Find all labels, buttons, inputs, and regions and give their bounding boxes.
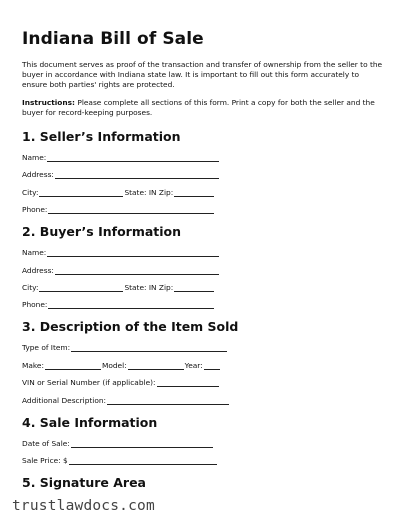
buyer-address-label: Address: — [22, 265, 54, 275]
site-watermark: trustlawdocs.com — [12, 498, 155, 514]
buyer-zip-field[interactable] — [174, 284, 214, 292]
item-type-row — [22, 343, 384, 352]
sale-date-label: Date of Sale: — [22, 438, 70, 448]
buyer-city-field[interactable] — [39, 284, 123, 292]
instructions-label: Instructions: — [22, 98, 75, 107]
buyer-section-heading: 2. Buyer’s Information — [22, 224, 182, 240]
item-make-row — [22, 361, 384, 370]
item-additional-row — [22, 396, 384, 405]
item-year-label: Year: — [184, 360, 203, 370]
item-model-label: Model: — [101, 360, 127, 370]
buyer-fields — [22, 248, 384, 309]
sale-price-label: Sale Price: $ — [22, 455, 68, 465]
seller-address-row — [22, 170, 384, 179]
instructions-paragraph — [22, 98, 384, 118]
seller-zip-field[interactable] — [174, 189, 214, 197]
bill-of-sale-document — [22, 28, 384, 491]
buyer-address-field[interactable] — [55, 267, 219, 275]
seller-name-row — [22, 153, 384, 162]
buyer-state-zip-label: State: IN Zip: — [124, 282, 174, 292]
buyer-name-row — [22, 248, 384, 257]
item-additional-label: Additional Description: — [22, 395, 107, 405]
buyer-city-label: City: — [22, 282, 39, 292]
sale-price-field[interactable] — [69, 457, 217, 465]
item-vin-label: VIN or Serial Number (if applicable): — [22, 378, 156, 388]
seller-address-field[interactable] — [55, 171, 219, 179]
sale-date-row — [22, 439, 384, 448]
buyer-name-label: Name: — [22, 248, 47, 258]
document-title: Indiana Bill of Sale — [22, 29, 204, 49]
buyer-phone-row — [22, 300, 384, 309]
sale-price-row — [22, 456, 384, 465]
item-vin-field[interactable] — [157, 379, 219, 387]
sale-date-field[interactable] — [71, 440, 213, 448]
seller-address-label: Address: — [22, 170, 54, 180]
buyer-phone-label: Phone: — [22, 300, 48, 310]
intro-paragraph: This document serves as proof of the transaction and transfer of ownership from the seller to the buyer in accordance with Indiana state law. It is important to fill out this form accurately to ensure both parties' rights are protected. — [22, 60, 383, 89]
item-vin-row — [22, 378, 384, 387]
seller-phone-label: Phone: — [22, 205, 48, 215]
buyer-name-field[interactable] — [47, 249, 219, 257]
buyer-city-row — [22, 283, 384, 292]
item-model-field[interactable] — [128, 362, 184, 370]
seller-name-field[interactable] — [47, 154, 219, 162]
seller-name-label: Name: — [22, 153, 47, 162]
seller-state-zip-label: State: IN Zip: — [124, 187, 174, 197]
seller-fields — [22, 153, 384, 214]
buyer-address-row — [22, 266, 384, 275]
seller-city-field[interactable] — [39, 189, 123, 197]
sale-section-heading: 4. Sale Information — [22, 414, 158, 430]
seller-phone-field[interactable] — [48, 206, 214, 214]
item-year-field[interactable] — [204, 362, 220, 370]
instructions-text: Please complete all sections of this form. Print a copy for both the seller and the buyer for record-keeping purposes. — [22, 98, 375, 117]
item-section-heading: 3. Description of the Item Sold — [22, 319, 239, 335]
signature-section-heading: 5. Signature Area — [22, 474, 146, 490]
seller-phone-row — [22, 205, 384, 214]
item-type-label: Type of Item: — [22, 343, 71, 353]
buyer-phone-field[interactable] — [48, 301, 214, 309]
item-additional-field[interactable] — [107, 397, 229, 405]
sale-fields — [22, 439, 384, 465]
seller-section-heading: 1. Seller’s Information — [22, 129, 181, 144]
seller-city-row — [22, 188, 384, 197]
item-make-label: Make: — [22, 360, 44, 370]
item-make-field[interactable] — [45, 362, 101, 370]
item-fields — [22, 343, 384, 404]
seller-city-label: City: — [22, 187, 39, 197]
item-type-field[interactable] — [71, 344, 227, 352]
